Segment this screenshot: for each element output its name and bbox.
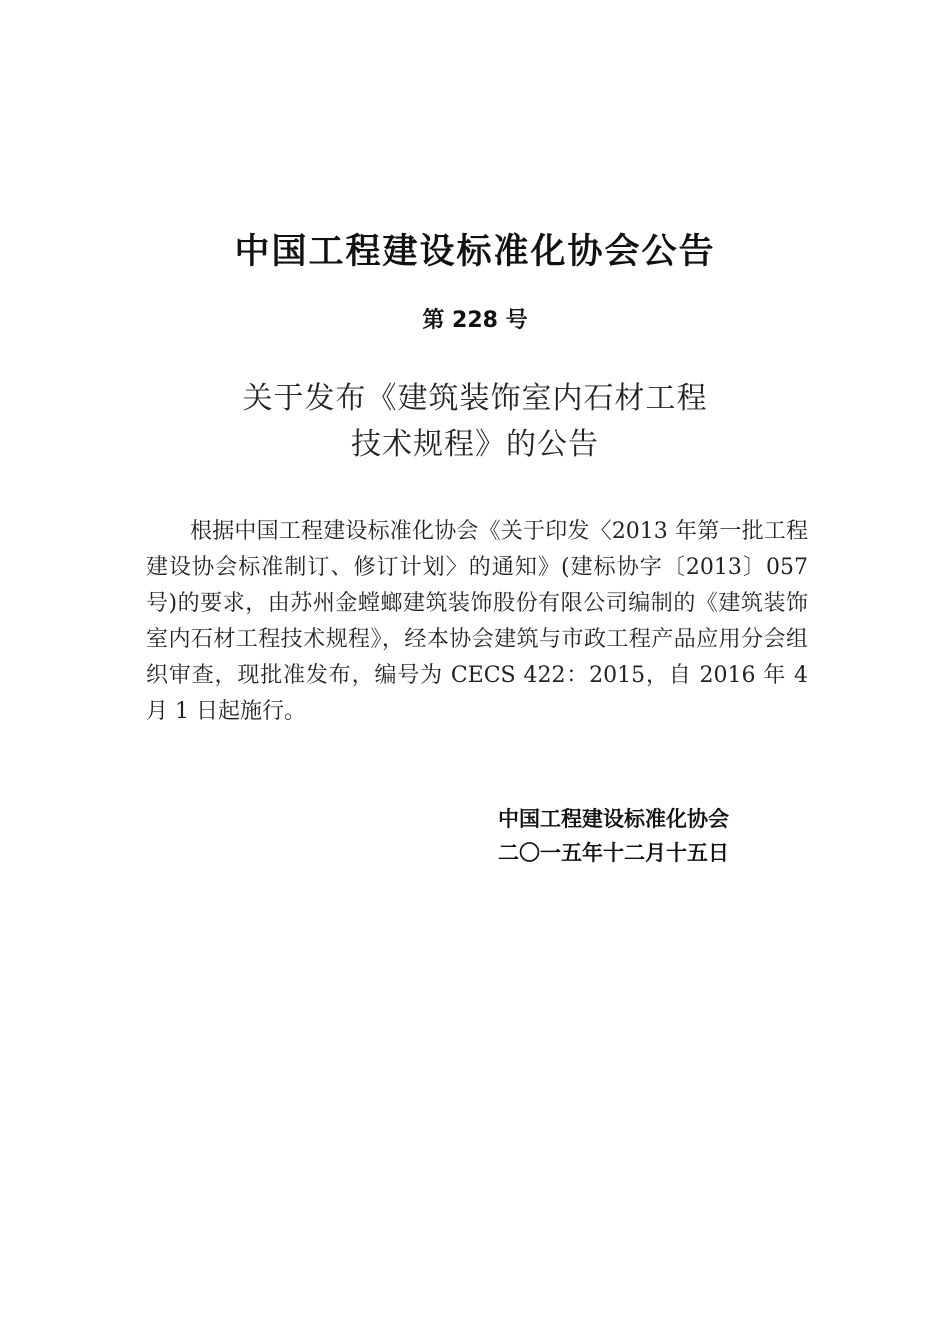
signature-organization: 中国工程建设标准化协会	[498, 807, 729, 831]
announcement-subtitle	[0, 376, 950, 468]
signature-date: 二〇一五年十二月十五日	[498, 841, 729, 865]
announcement-title: 中国工程建设标准化协会公告	[234, 232, 716, 272]
announcement-number: 第 228 号	[422, 308, 528, 333]
subtitle-line-1: 关于发布《建筑装饰室内石材工程	[242, 381, 708, 416]
subtitle-line-2: 技术规程》的公告	[351, 427, 599, 462]
signature-block	[498, 802, 798, 870]
announcement-body: 根据中国工程建设标准化协会《关于印发〈2013 年第一批工程建设协会标准制订、修订计划〉的通知》(建标协字〔2013〕057号)的要求，由苏州金螳螂建筑装饰股份有限公司编制的《建筑装饰室内石材工程技术规程》，经本协会建筑与市政工程产品应用分会组织审查，现批准发布，编号为 CECS 422：2015，自 2016 年 4 月 1 日起施行。	[146, 519, 808, 724]
